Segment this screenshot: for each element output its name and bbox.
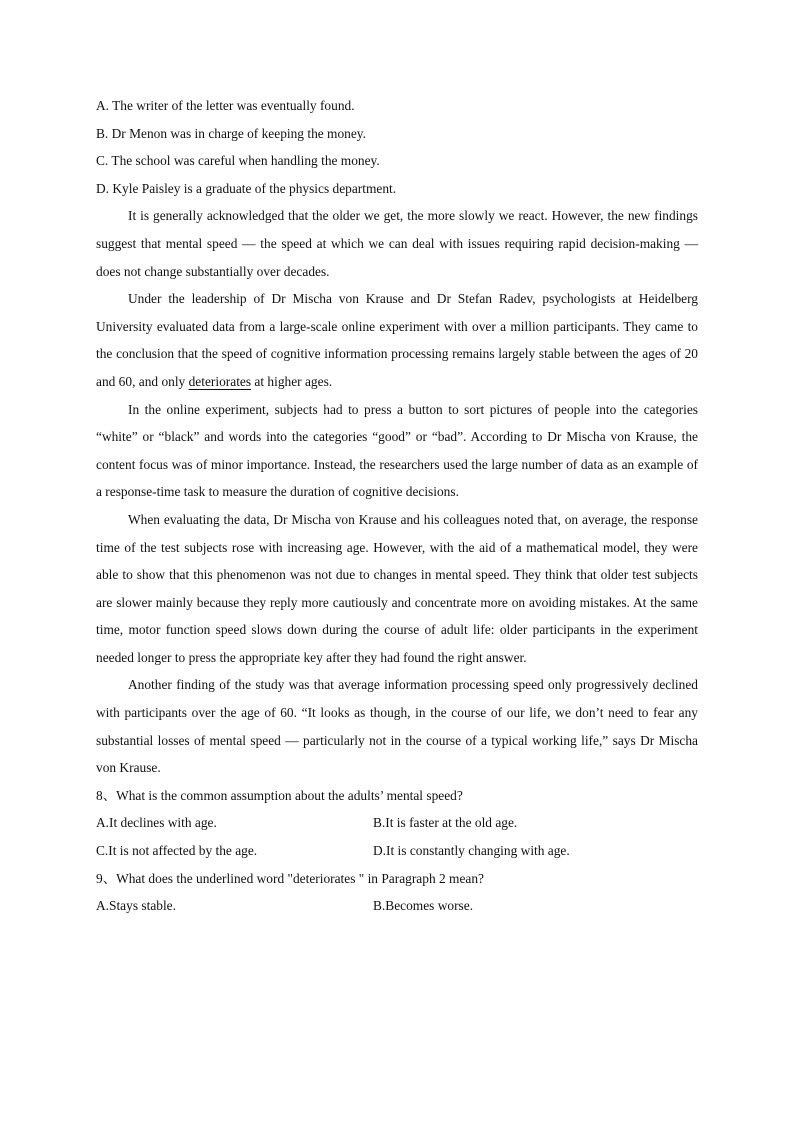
paragraph-2-text-after: at higher ages. xyxy=(251,373,333,389)
passage-paragraph-5: Another finding of the study was that average information processing speed only progressively declined with participants over the age of 60. “It looks as though, in the course of our life, we don’t need to fear any substantial losses of mental speed — particularly not in the course of a typical working life,” says Dr Mischa von Krause. xyxy=(96,677,698,776)
q9-option-b: B.Becomes worse. xyxy=(373,898,474,914)
question-8-options-row-2 xyxy=(96,837,698,865)
underlined-word: deteriorates xyxy=(188,373,252,389)
q8-option-c: C.It is not affected by the age. xyxy=(96,843,258,859)
q8-option-b: B.It is faster at the old age. xyxy=(373,815,518,831)
question-8: 8、What is the common assumption about the adults’ mental speed? xyxy=(96,787,463,803)
previous-option-d: D. Kyle Paisley is a graduate of the physics department. xyxy=(96,180,397,196)
q9-option-a: A.Stays stable. xyxy=(96,898,176,914)
document-content xyxy=(96,92,698,920)
previous-option-b: B. Dr Menon was in charge of keeping the money. xyxy=(96,125,366,141)
q8-option-a: A.It declines with age. xyxy=(96,815,217,831)
passage-paragraph-2 xyxy=(96,285,698,395)
paragraph-2-text-before: Under the leadership of Dr Mischa von Krause and Dr Stefan Radev, psychologists at Heidelberg University evaluated data from a large-scale online experiment with over a million participants. They came to the conclusion that the speed of cognitive information processing remains largely stable between the ages of 20 and 60, and only xyxy=(96,291,698,389)
previous-option-a: A. The writer of the letter was eventually found. xyxy=(96,98,355,113)
previous-option-c: C. The school was careful when handling the money. xyxy=(96,153,380,169)
passage-paragraph-1: It is generally acknowledged that the older we get, the more slowly we react. However, the new findings suggest that mental speed — the speed at which we can deal with issues requiring rapid decision-making — does not change substantially over decades. xyxy=(96,208,698,279)
question-9: 9、What does the underlined word "deteriorates " in Paragraph 2 mean? xyxy=(96,870,484,886)
passage-paragraph-4: When evaluating the data, Dr Mischa von Krause and his colleagues noted that, on average, the response time of the test subjects rose with increasing age. However, with the aid of a mathematical model, they were able to show that this phenomenon was not due to changes in mental speed. They think that older test subjects are slower mainly because they reply more cautiously and concentrate more on avoiding mistakes. At the same time, motor function speed slows down during the course of adult life: older participants in the experiment needed longer to press the appropriate key after they had found the right answer. xyxy=(96,511,698,665)
q8-option-d: D.It is constantly changing with age. xyxy=(373,843,570,859)
passage-paragraph-3: In the online experiment, subjects had to press a button to sort pictures of people into the categories “white” or “black” and words into the categories “good” or “bad”. According to Dr Mischa von Krause, the content focus was of minor importance. Instead, the researchers used the large number of data as an example of a response-time task to measure the duration of cognitive decisions. xyxy=(96,401,698,500)
question-8-options-row-1 xyxy=(96,809,698,837)
question-9-options-row-1 xyxy=(96,892,698,920)
